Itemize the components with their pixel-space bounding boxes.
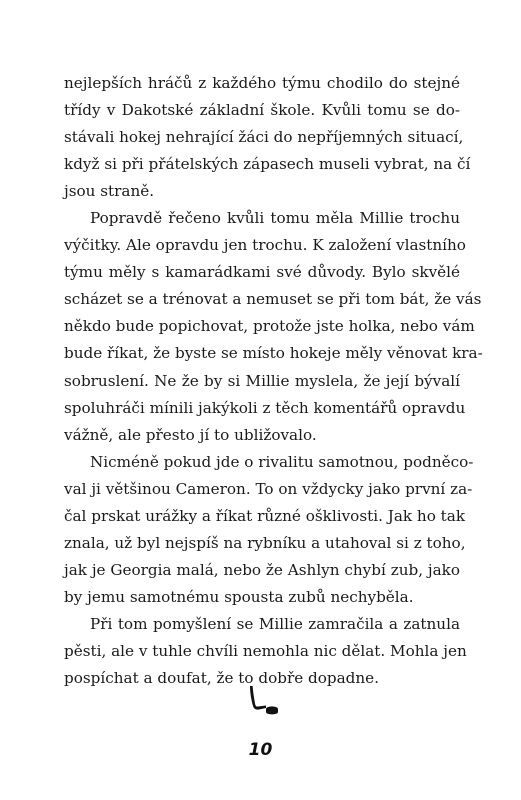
paragraph (64, 70, 471, 205)
text-line: val ji většinou Cameron. To on vždycky jako první za- (64, 479, 473, 498)
text-line: čal prskat urážky a říkat různé ošklivosti. Jak ho tak (64, 506, 466, 525)
text-line: bude říkat, že byste se místo hokeje měly věnovat kra- (64, 344, 483, 363)
text-line: pěsti, ale v tuhle chvíli nemohla nic dělat. Mohla jen (64, 641, 467, 660)
page-number: 10 (248, 740, 273, 760)
paragraph (64, 611, 467, 692)
text-line: jsou straně. (64, 182, 155, 201)
text-line: pospíchat a doufat, že to dobře dopadne. (64, 669, 379, 688)
text-line: by jemu samotnému spousta zubů nechyběla. (64, 587, 414, 606)
text-line: když si při přátelských zápasech museli vybrat, na čí (64, 155, 471, 174)
text-line: třídy v Dakotské základní škole. Kvůli tomu se do- (64, 101, 460, 120)
text-line: někdo bude popichovat, protože jste holka, nebo vám (64, 317, 475, 336)
text-line: znala, už byl nejspíš na rybníku a utahoval si z toho, (64, 533, 466, 552)
text-line: nejlepších hráčů z každého týmu chodilo do stejné (64, 74, 460, 92)
text-line: Při tom pomyšlení se Millie zamračila a zatnula (90, 614, 460, 633)
body-text (64, 70, 483, 692)
text-line: Popravdě řečeno kvůli tomu měla Millie trochu (90, 209, 460, 228)
text-line: výčitky. Ale opravdu jen trochu. K založení vlastního (64, 236, 466, 255)
text-line: sobruslení. Ne že by si Millie myslela, že její bývalí (64, 371, 460, 390)
text-line: vážně, ale přesto jí to ubližovalo. (64, 425, 317, 444)
text-line: jak je Georgia malá, nebo že Ashlyn chybí zub, jako (64, 560, 460, 579)
text-line: scházet se a trénovat a nemuset se při tom bát, že vás (64, 290, 482, 309)
text-line: týmu měly s kamarádkami své důvody. Bylo skvělé (64, 263, 460, 282)
paragraph (64, 449, 474, 611)
hockey-stick-puck-icon (244, 684, 280, 716)
paragraph (64, 205, 483, 448)
text-line: Nicméně pokud jde o rivalitu samotnou, podněco- (90, 452, 474, 471)
text-line: stávali hokej nehrající žáci do nepříjemných situací, (64, 128, 464, 147)
text-line: spoluhráči mínili jakýkoli z těch komentářů opravdu (64, 398, 466, 417)
